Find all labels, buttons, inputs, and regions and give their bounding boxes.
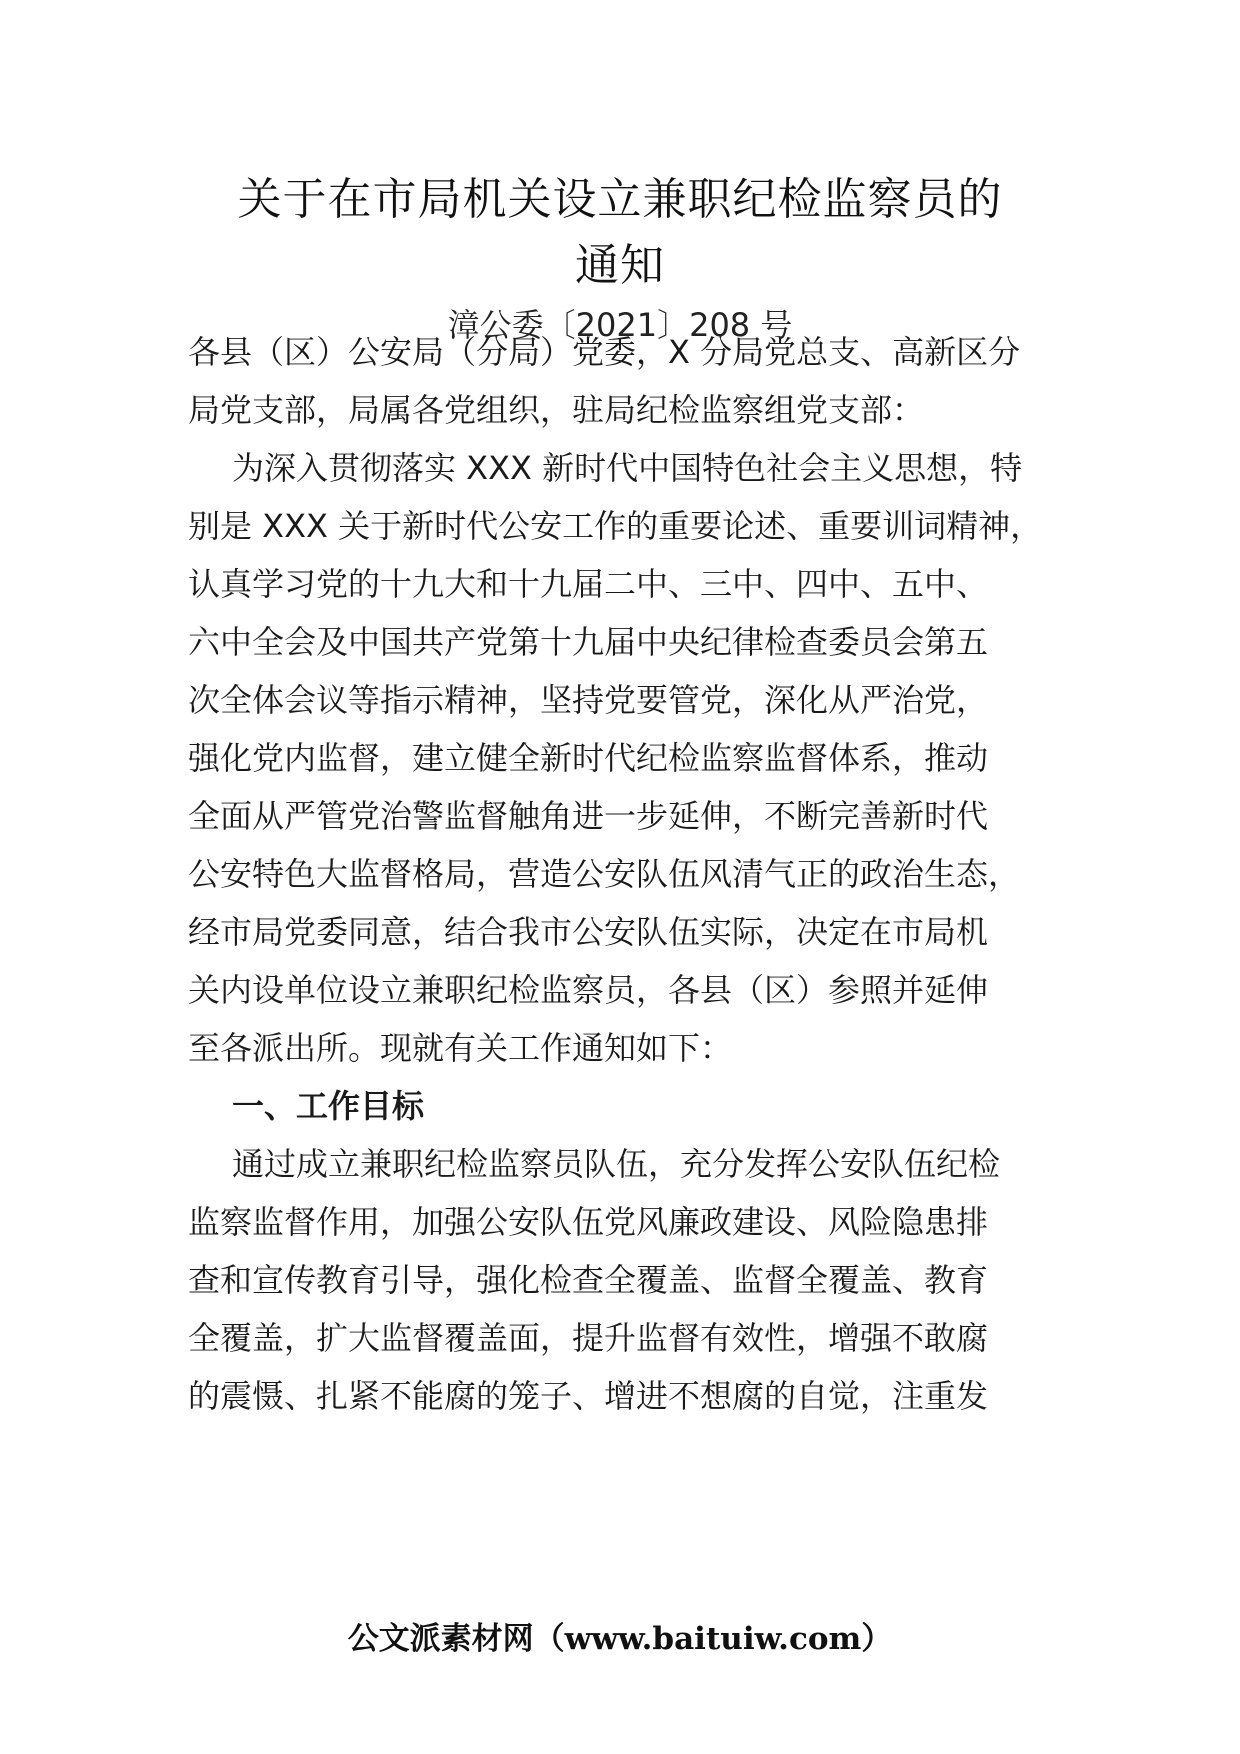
paragraph-line: 次全体会议等指示精神，坚持党要管党，深化从严治党， [188, 681, 989, 719]
paragraph-line: 为深入贯彻落实 XXX 新时代中国特色社会主义思想，特 [232, 449, 1023, 487]
paragraph-line: 别是 XXX 关于新时代公安工作的重要论述、重要训词精神， [188, 507, 1043, 545]
paragraph-line: 查和宣传教育引导，强化检查全覆盖、监督全覆盖、教育 [188, 1261, 989, 1299]
paragraph-line: 强化党内监督，建立健全新时代纪检监察监督体系，推动 [188, 739, 989, 777]
paragraph-line: 的震慑、扎紧不能腐的笼子、增进不想腐的自觉，注重发 [188, 1377, 989, 1415]
document-title-line-2: 通知 [575, 240, 665, 291]
section-heading: 一、工作目标 [232, 1087, 425, 1125]
paragraph-line: 通过成立兼职纪检监察员队伍，充分发挥公安队伍纪检 [232, 1145, 1001, 1183]
paragraph-line: 全覆盖，扩大监督覆盖面，提升监督有效性，增强不敢腐 [188, 1319, 989, 1357]
paragraph-line: 至各派出所。现就有关工作通知如下： [188, 1029, 733, 1067]
paragraph-line: 监察监督作用，加强公安队伍党风廉政建设、风险隐患排 [188, 1203, 989, 1241]
document-number: 漳公委〔2021〕208 号 [447, 306, 793, 344]
paragraph-line: 公安特色大监督格局，营造公安队伍风清气正的政治生态， [188, 855, 1021, 893]
paragraph-line: 全面从严管党治警监督触角进一步延伸，不断完善新时代 [188, 797, 989, 835]
paragraph-line: 关内设单位设立兼职纪检监察员，各县（区）参照并延伸 [188, 971, 989, 1009]
paragraph-line: 认真学习党的十九大和十九届二中、三中、四中、五中、 [188, 565, 989, 603]
recipient-line-1: 各县（区）公安局（分局）党委，X 分局党总支、高新区分 [188, 333, 1021, 371]
footer-source: 公文派素材网（www.baituiw.com） [347, 1621, 893, 1657]
paragraph-line: 经市局党委同意，结合我市公安队伍实际，决定在市局机 [188, 913, 989, 951]
recipient-line-2: 局党支部，局属各党组织，驻局纪检监察组党支部： [188, 391, 925, 429]
document-title-line-1: 关于在市局机关设立兼职纪检监察员的 [237, 174, 1003, 225]
paragraph-line: 六中全会及中国共产党第十九届中央纪律检查委员会第五 [188, 623, 989, 661]
